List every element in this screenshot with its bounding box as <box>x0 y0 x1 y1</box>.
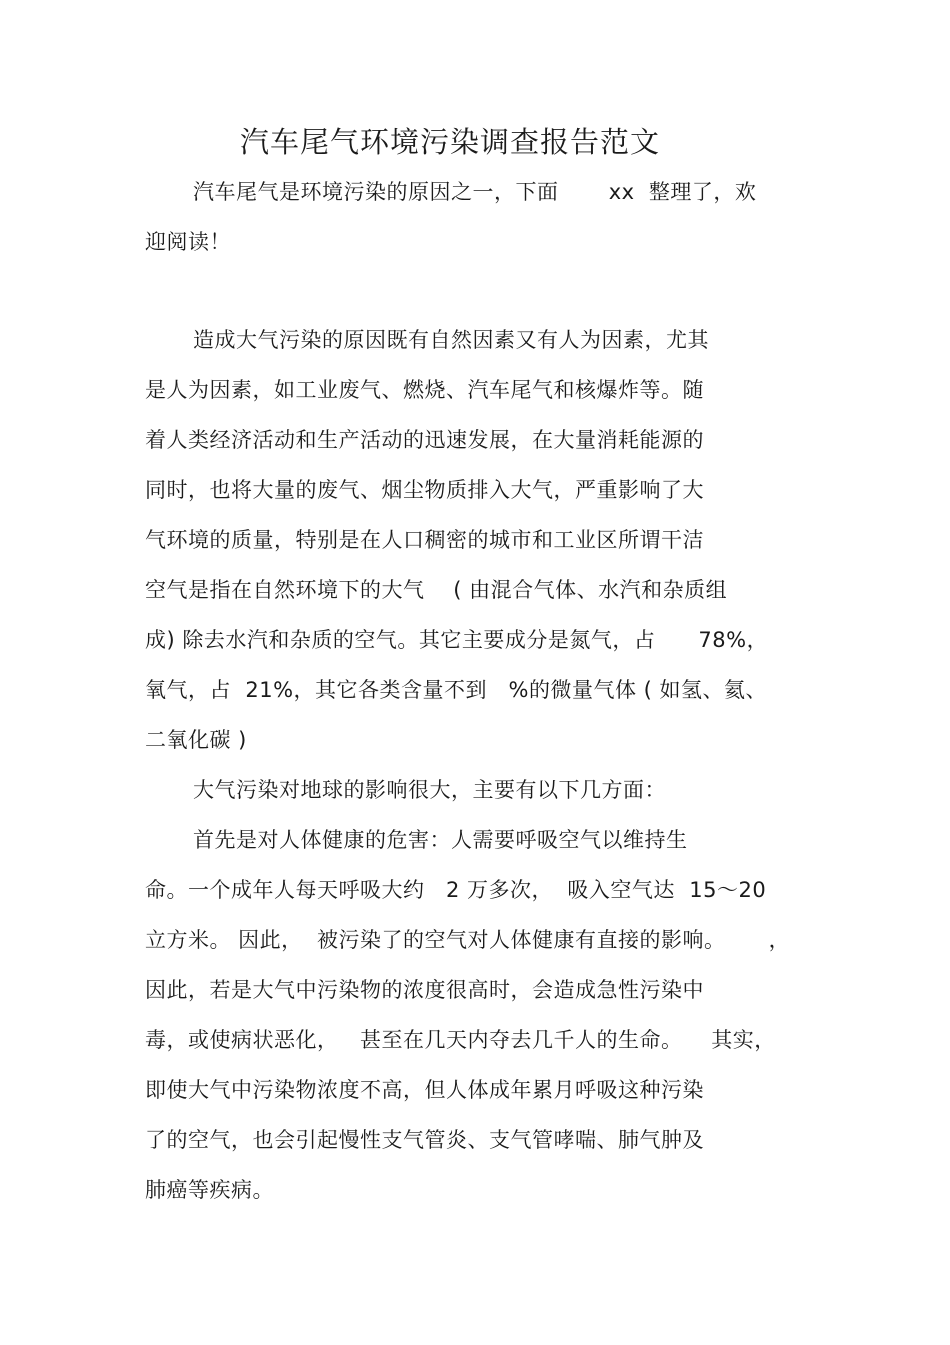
paragraph-line: 立方米。 因此， 被污染了的空气对人体健康有直接的影响。 ， <box>145 928 791 952</box>
paragraph-line: 命。一个成年人每天呼吸大约 2 万多次， 吸入空气达 15～20 <box>145 878 767 902</box>
section-intro-line: 大气污染对地球的影响很大，主要有以下几方面： <box>193 778 666 802</box>
paragraph-line: 造成大气污染的原因既有自然因素又有人为因素，尤其 <box>193 328 709 352</box>
paragraph-line: 同时，也将大量的废气、烟尘物质排入大气，严重影响了大 <box>145 478 704 502</box>
intro-line-2: 迎阅读！ <box>145 230 231 254</box>
paragraph-line: 着人类经济活动和生产活动的迅速发展，在大量消耗能源的 <box>145 428 704 452</box>
paragraph-line: 毒，或使病状恶化， 甚至在几天内夺去几千人的生命。 其实， <box>145 1028 776 1052</box>
document-title: 汽车尾气环境污染调查报告范文 <box>239 125 660 159</box>
paragraph-line: 氧气，占 21%，其它各类含量不到 %的微量气体 ( 如氢、氦、 <box>145 678 768 702</box>
paragraph-line: 二氧化碳 ) <box>145 728 247 752</box>
paragraph-line: 是人为因素，如工业废气、燃烧、汽车尾气和核爆炸等。随 <box>145 378 704 402</box>
paragraph-line: 即使大气中污染物浓度不高，但人体成年累月呼吸这种污染 <box>145 1078 704 1102</box>
intro-line-1: 汽车尾气是环境污染的原因之一，下面 xx 整理了，欢 <box>193 180 757 204</box>
paragraph-line: 气环境的质量，特别是在人口稠密的城市和工业区所谓干洁 <box>145 528 704 552</box>
paragraph-line: 因此，若是大气中污染物的浓度很高时，会造成急性污染中 <box>145 978 704 1002</box>
paragraph-line: 首先是对人体健康的危害：人需要呼吸空气以维持生 <box>193 828 688 852</box>
paragraph-line: 肺癌等疾病。 <box>145 1178 274 1202</box>
paragraph-line: 了的空气，也会引起慢性支气管炎、支气管哮喘、肺气肿及 <box>145 1128 704 1152</box>
paragraph-line: 成) 除去水汽和杂质的空气。其它主要成分是氮气，占 78%， <box>145 628 769 652</box>
paragraph-line: 空气是指在自然环境下的大气 ( 由混合气体、水汽和杂质组 <box>145 578 728 602</box>
